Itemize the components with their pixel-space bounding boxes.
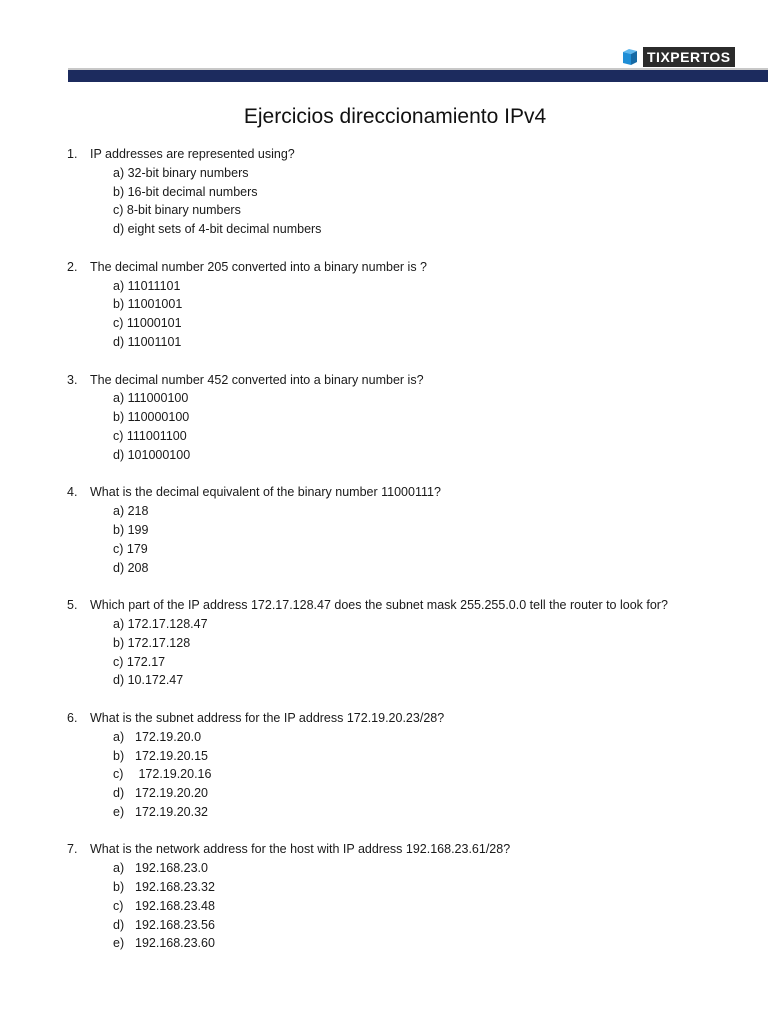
question-2 — [67, 258, 747, 352]
question-6 — [67, 709, 747, 822]
option-text: a) 218 — [113, 504, 149, 519]
question-text: What is the subnet address for the IP address 172.19.20.23/28? — [90, 710, 445, 725]
answer-option — [113, 389, 747, 408]
option-text: b) 199 — [113, 522, 149, 537]
answer-option — [113, 164, 747, 183]
answer-option — [113, 201, 747, 220]
option-text: a) 172.17.128.47 — [113, 616, 208, 631]
option-text: 192.168.23.48 — [135, 898, 215, 913]
question-text: Which part of the IP address 172.17.128.47 does the subnet mask 255.255.0.0 tell the router to look for? — [90, 598, 668, 613]
answer-option — [113, 446, 747, 465]
question-text: What is the network address for the host with IP address 192.168.23.61/28? — [90, 842, 511, 857]
question-number: 7. — [67, 842, 78, 857]
option-text: d) 208 — [113, 560, 149, 575]
answer-option — [113, 803, 747, 822]
answer-option — [113, 183, 747, 202]
option-text: b) 172.17.128 — [113, 635, 191, 650]
question-number: 4. — [67, 485, 78, 500]
question-number: 3. — [67, 372, 78, 387]
question-text: The decimal number 205 converted into a binary number is ? — [90, 259, 427, 274]
question-line — [67, 258, 747, 277]
question-5 — [67, 596, 747, 690]
answer-option — [113, 502, 747, 521]
option-letter: d) — [113, 786, 125, 801]
option-letter: b) — [113, 880, 125, 895]
option-text: b) 16-bit decimal numbers — [113, 184, 258, 199]
option-letter: a) — [113, 729, 125, 744]
question-number: 2. — [67, 259, 78, 274]
option-text: 172.19.20.16 — [135, 767, 212, 782]
answer-option — [113, 521, 747, 540]
question-line — [67, 596, 747, 615]
question-line — [67, 709, 747, 728]
option-text: 192.168.23.60 — [135, 936, 215, 951]
option-text: 192.168.23.32 — [135, 880, 215, 895]
answer-option — [113, 897, 747, 916]
option-text: 172.19.20.20 — [135, 786, 208, 801]
answer-options — [67, 615, 747, 690]
answer-option — [113, 295, 747, 314]
option-text: c) 8-bit binary numbers — [113, 203, 241, 218]
answer-options — [67, 389, 747, 464]
answer-option — [113, 540, 747, 559]
question-text: IP addresses are represented using? — [90, 147, 295, 161]
answer-option — [113, 765, 747, 784]
question-7 — [67, 840, 747, 953]
option-letter: e) — [113, 804, 125, 819]
answer-option — [113, 333, 747, 352]
answer-option — [113, 934, 747, 953]
option-letter: c) — [113, 767, 124, 782]
option-letter: c) — [113, 898, 124, 913]
option-text: 172.19.20.0 — [135, 729, 202, 744]
question-number: 5. — [67, 598, 78, 613]
answer-options — [67, 728, 747, 822]
question-4 — [67, 483, 747, 577]
question-3 — [67, 371, 747, 465]
question-text: What is the decimal equivalent of the binary number 11000111? — [90, 485, 441, 500]
question-line — [67, 371, 747, 390]
answer-option — [113, 220, 747, 239]
option-letter: e) — [113, 936, 125, 951]
answer-options — [67, 164, 747, 239]
answer-option — [113, 634, 747, 653]
answer-option — [113, 314, 747, 333]
option-text: b) 110000100 — [113, 410, 190, 425]
option-text: a) 111000100 — [113, 391, 189, 406]
answer-option — [113, 615, 747, 634]
option-text: 172.19.20.15 — [135, 748, 208, 763]
option-letter: b) — [113, 748, 125, 763]
answer-option — [113, 427, 747, 446]
option-text: c) 111001100 — [113, 428, 187, 443]
answer-option — [113, 277, 747, 296]
answer-option — [113, 878, 747, 897]
option-text: 192.168.23.0 — [135, 861, 208, 876]
question-list — [67, 145, 747, 972]
header-bar — [68, 68, 768, 82]
answer-option — [113, 408, 747, 427]
option-text: 172.19.20.32 — [135, 804, 208, 819]
answer-option — [113, 916, 747, 935]
question-line — [67, 145, 747, 164]
option-text: c) 11000101 — [113, 316, 182, 331]
tixpertos-logo — [620, 46, 731, 68]
option-text: a) 11011101 — [113, 278, 181, 293]
answer-option — [113, 747, 747, 766]
question-text: The decimal number 452 converted into a binary number is? — [90, 372, 424, 387]
option-text: b) 11001001 — [113, 297, 183, 312]
answer-option — [113, 653, 747, 672]
cube-icon — [620, 48, 639, 66]
answer-options — [67, 859, 747, 953]
answer-option — [113, 784, 747, 803]
logo-text: TIXPERTOS — [643, 47, 735, 67]
option-text: a) 32-bit binary numbers — [113, 165, 249, 180]
question-line — [67, 840, 747, 859]
question-number: 6. — [67, 710, 78, 725]
question-number: 1. — [67, 147, 78, 161]
option-text: d) eight sets of 4-bit decimal numbers — [113, 222, 322, 237]
answer-option — [113, 671, 747, 690]
answer-options — [67, 502, 747, 577]
option-text: c) 179 — [113, 541, 148, 556]
answer-option — [113, 859, 747, 878]
answer-option — [113, 559, 747, 578]
page-title: Ejercicios direccionamiento IPv4 — [243, 105, 547, 128]
option-text: d) 101000100 — [113, 447, 191, 462]
answer-options — [67, 277, 747, 352]
option-letter: d) — [113, 917, 125, 932]
option-text: d) 10.172.47 — [113, 673, 184, 688]
option-text: 192.168.23.56 — [135, 917, 215, 932]
answer-option — [113, 728, 747, 747]
question-line — [67, 483, 747, 502]
option-text: d) 11001101 — [113, 334, 182, 349]
option-letter: a) — [113, 861, 125, 876]
option-text: c) 172.17 — [113, 654, 166, 669]
question-1 — [67, 145, 747, 239]
